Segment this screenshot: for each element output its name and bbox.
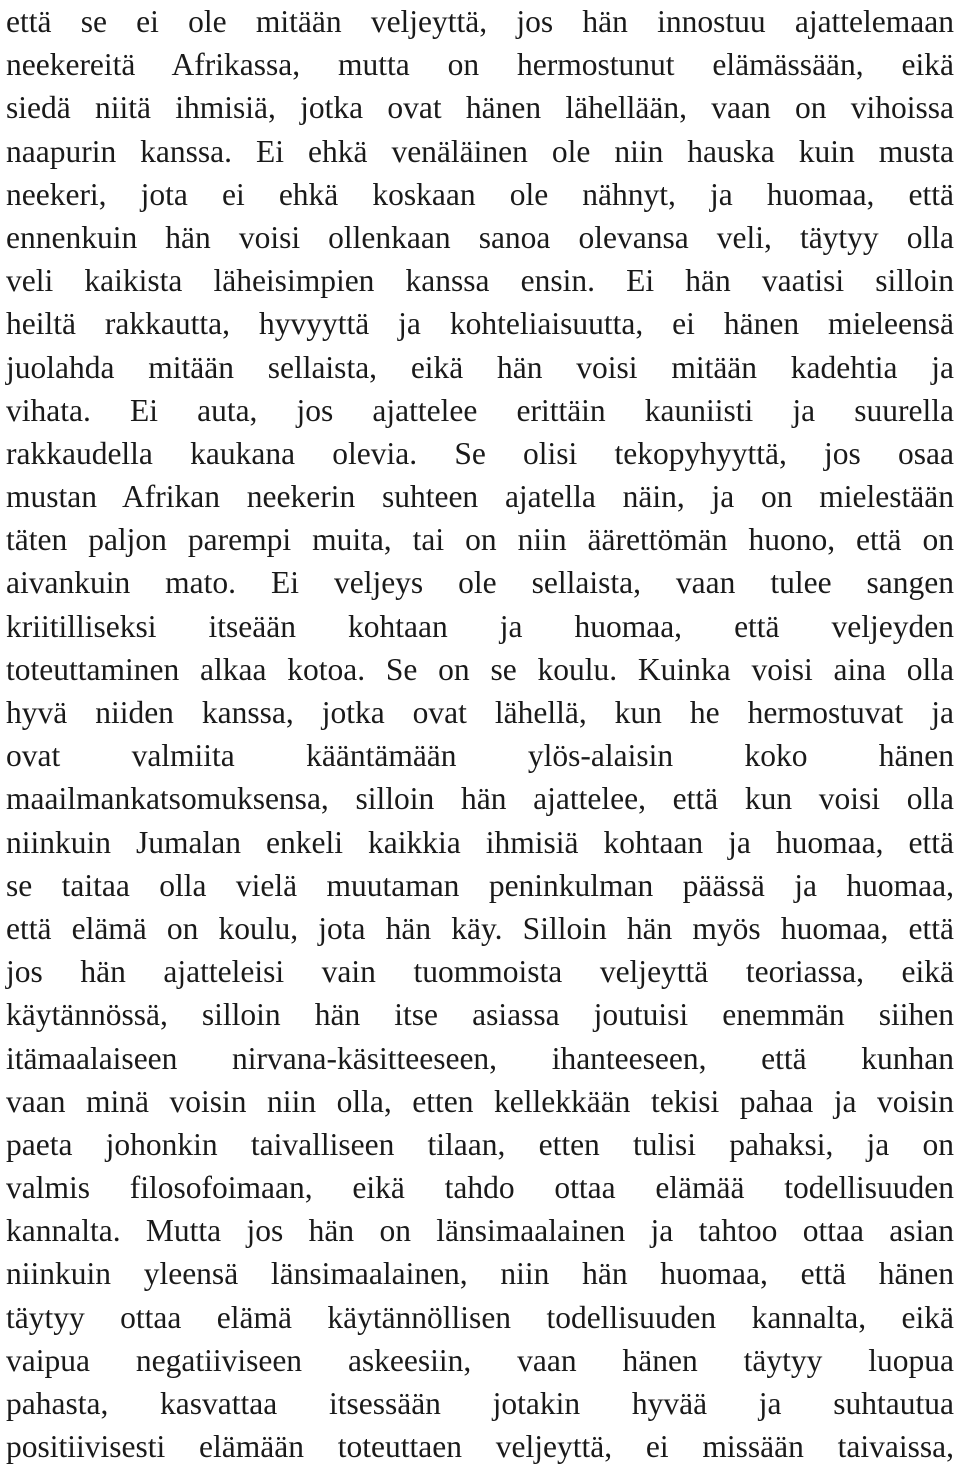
text-line: rakkaudella kaukana olevia. Se olisi tekopyhyyttä, jos osaa [6, 435, 954, 471]
text-line: paeta johonkin taivalliseen tilaan, etten tulisi pahaksi, ja on [6, 1126, 954, 1162]
text-line: maailmankatsomuksensa, silloin hän ajattelee, että kun voisi olla [6, 781, 954, 817]
text-line: neekeri, jota ei ehkä koskaan ole nähnyt, ja huomaa, että [6, 176, 954, 212]
text-line: ovat valmiita kääntämään ylös-alaisin koko hänen [6, 738, 954, 774]
text-line: että se ei ole mitään veljeyttä, jos hän innostuu ajattelemaan [6, 4, 954, 39]
text-line: toteuttaminen alkaa kotoa. Se on se koulu. Kuinka voisi aina olla [6, 651, 954, 687]
text-line: itämaalaiseen nirvana-käsitteeseen, ihanteeseen, että kunhan [6, 1040, 954, 1076]
text-line: veli kaikista läheisimpien kanssa ensin. Ei hän vaatisi silloin [6, 263, 954, 299]
text-line: naapurin kanssa. Ei ehkä venäläinen ole niin hauska kuin musta [6, 133, 954, 169]
text-line: niinkuin Jumalan enkeli kaikkia ihmisiä kohtaan ja huomaa, että [6, 824, 954, 860]
text-line: heiltä rakkautta, hyvyyttä ja kohteliaisuutta, ei hänen mieleensä [6, 306, 954, 342]
text-line: juolahda mitään sellaista, eikä hän voisi mitään kadehtia ja [6, 349, 954, 385]
text-line: kriitilliseksi itseään kohtaan ja huomaa, että veljeyden [6, 608, 954, 644]
text-line: valmis filosofoimaan, eikä tahdo ottaa elämää todellisuuden [6, 1170, 954, 1206]
text-line: vihata. Ei auta, jos ajattelee erittäin kauniisti ja suurella [6, 392, 954, 428]
text-line: jos hän ajatteleisi vain tuommoista veljeyttä teoriassa, eikä [6, 954, 954, 990]
text-line: aivankuin mato. Ei veljeys ole sellaista, vaan tulee sangen [6, 565, 954, 601]
text-line: siedä niitä ihmisiä, jotka ovat hänen lähellään, vaan on vihoissa [6, 90, 954, 126]
document-page [6, 0, 954, 1468]
text-line: hyvä niiden kanssa, jotka ovat lähellä, kun he hermostuvat ja [6, 695, 954, 730]
text-line: pahasta, kasvattaa itsessään jotakin hyvää ja suhtautua [6, 1386, 954, 1421]
text-line: vaipua negatiiviseen askeesiin, vaan hänen täytyy luopua [6, 1342, 954, 1378]
text-line: positiivisesti elämään toteuttaen veljeyttä, ei missään taivaissa, [6, 1429, 954, 1465]
text-line: täytyy ottaa elämä käytännöllisen todellisuuden kannalta, eikä [6, 1299, 954, 1335]
text-line: vaan minä voisin niin olla, etten kellekkään tekisi pahaa ja voisin [6, 1083, 954, 1119]
text-line: niinkuin yleensä länsimaalainen, niin hän huomaa, että hänen [6, 1256, 954, 1292]
text-line: kannalta. Mutta jos hän on länsimaalainen ja tahtoo ottaa asian [6, 1213, 954, 1249]
text-line: neekereitä Afrikassa, mutta on hermostunut elämässään, eikä [6, 47, 954, 83]
text-line: ennenkuin hän voisi ollenkaan sanoa olevansa veli, täytyy olla [6, 219, 954, 255]
text-line: käytännössä, silloin hän itse asiassa joutuisi enemmän siihen [6, 997, 954, 1033]
text-line: että elämä on koulu, jota hän käy. Silloin hän myös huomaa, että [6, 910, 954, 946]
text-line: se taitaa olla vielä muutaman peninkulman päässä ja huomaa, [6, 867, 954, 903]
text-line: mustan Afrikan neekerin suhteen ajatella näin, ja on mielestään [6, 479, 954, 515]
text-line: täten paljon parempi muita, tai on niin äärettömän huono, että on [6, 522, 954, 558]
